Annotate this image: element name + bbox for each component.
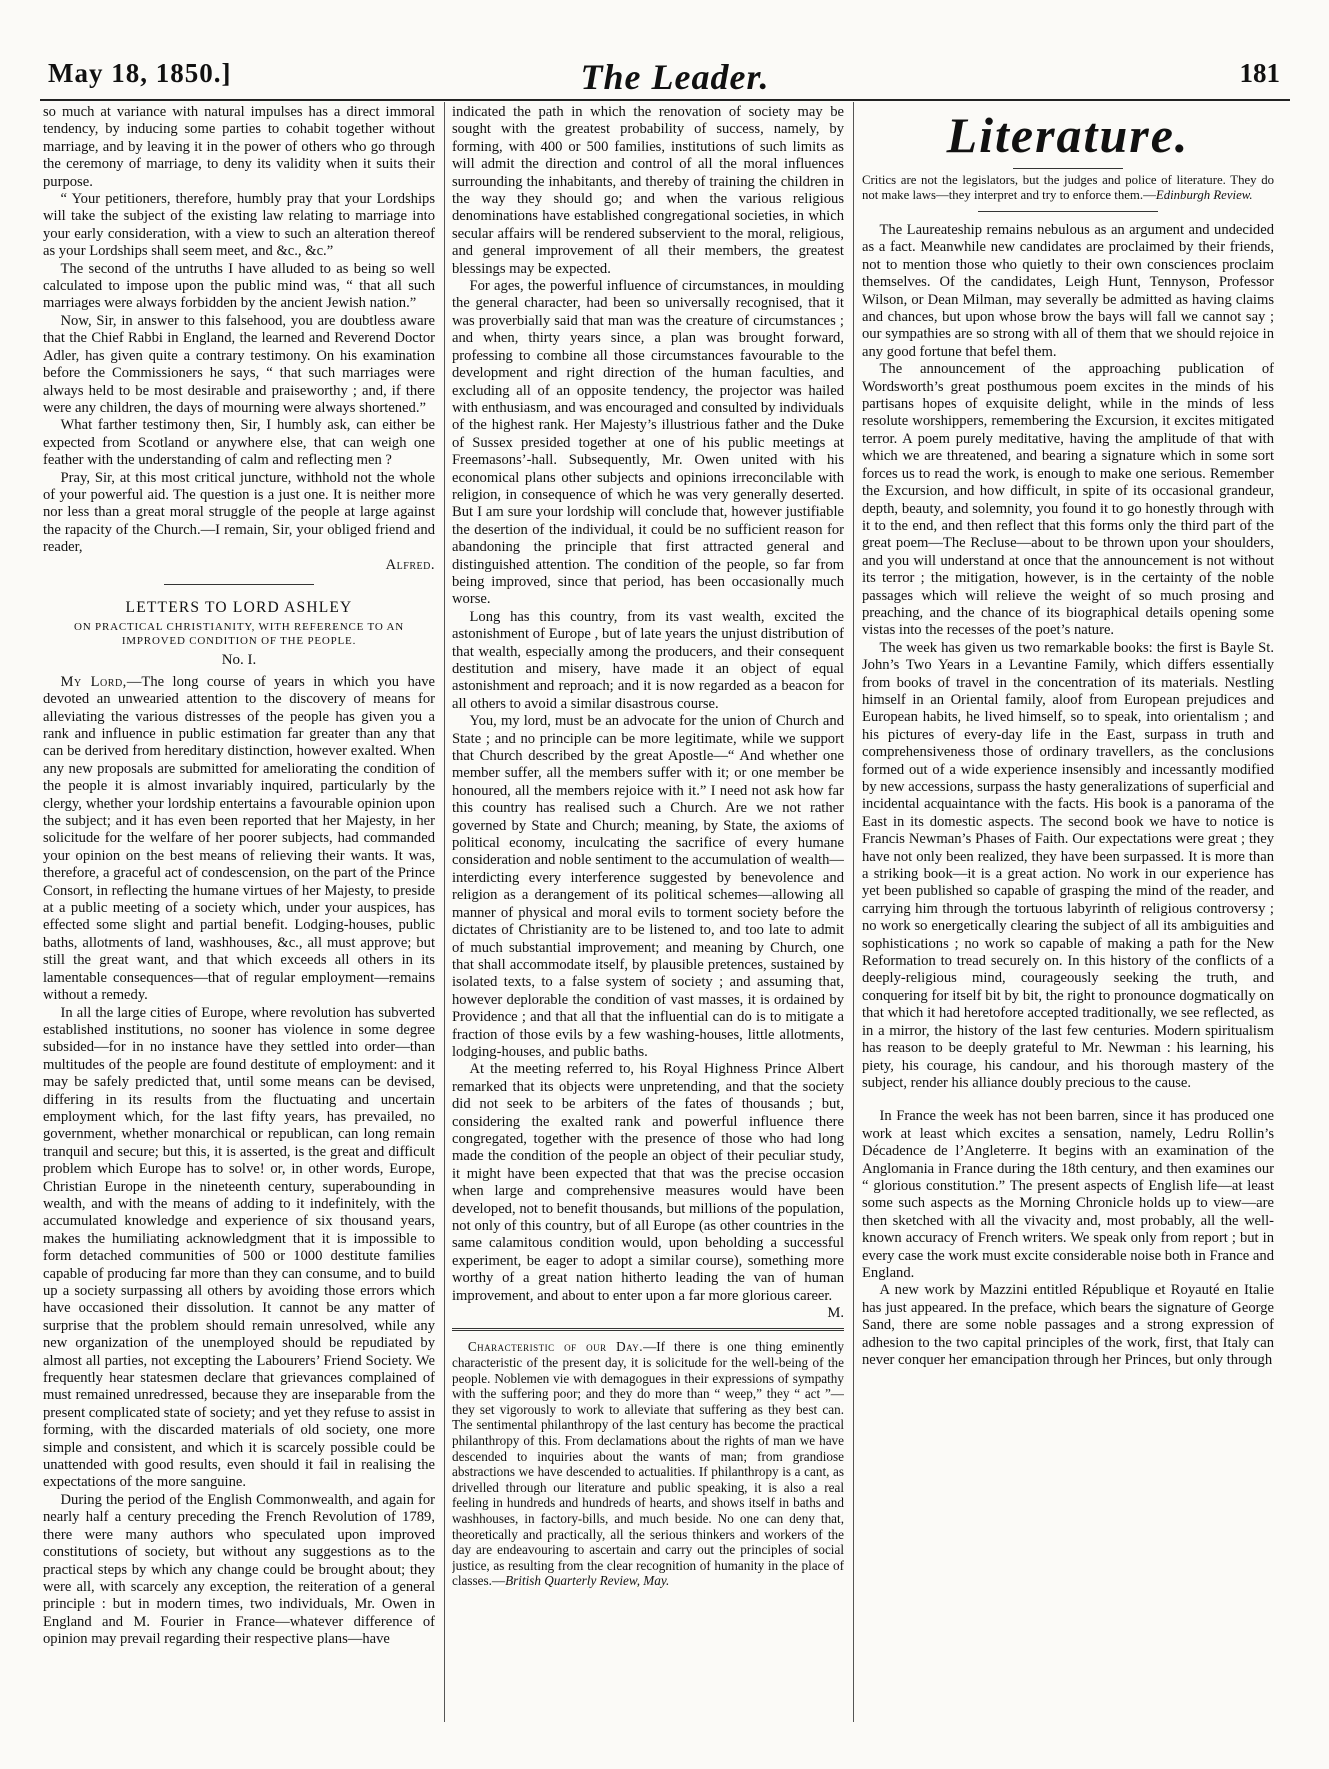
masthead-title: The Leader. (580, 57, 770, 97)
paragraph: In France the week has not been barren, since it has produced one work at least which excites a sensation, namely, Ledru Rollin’s Décadence de l’Angleterre. It begins with an examination of the Anglomania in France during the 18th century, and then examines our “ glorious constitution.” The present aspects of English life—at least some such aspects as the Morning Chronicle holds up to view—are then sketched with all the vivacity and, most probably, all the well-known accuracy of French writers. We speak only from report ; but in every case the work must excite considerable noise both in France and England. (862, 1108, 1274, 1281)
paragraph: The announcement of the approaching publication of Wordsworth’s great posthumous poem excites in the minds of his partisans hopes of exquisite delight, while in the minds of less resolute worshippers, remembering the Excursion, it excites mitigated terror. A poem purely meditative, having the amplitude of that with which we are threatened, and bearing a signature which in some sort forces us to read the work, is enough to make one serious. Remember the Excursion, and how difficult, in spite of its occasional grandeur, depth, beauty, and solemnity, you found it to go honestly through with it to the end, and then reflect that this forms only the third part of the great poem—The Recluse—about to be thrown upon your shoulders, and you will understand at once that the announcement is not without its terror ; the mitigation, however, is in the certainty of the noble passages which will relieve the weight of so much prosing and preaching, and the chance of its biographical details opening some vistas into the recesses of the poet’s nature. (862, 361, 1274, 639)
motto-source: Edinburgh Review. (1155, 188, 1253, 202)
column-divider-1 (444, 102, 445, 1722)
spacer (862, 1092, 1274, 1108)
column-2 (452, 104, 844, 1719)
article-signature: M. (827, 1305, 844, 1322)
paragraph: During the period of the English Commonwealth, and again for nearly half a century preceding the French Revolution of 1789, there were many authors who speculated upon improved constitutions of society, but without any suggestions as to the practical steps by which any change could be brought about; they were all, with scarcely any exception, the reiteration of a general principle : but in modern times, two individuals, Mr. Owen in England and M. Fourier in France—whatever difference of opinion may prevail regarding their respective plans—have (43, 1491, 435, 1648)
paragraph: Pray, Sir, at this most critical juncture, withhold not the whole of your powerful aid. The question is a just one. It is neither more nor less than a great moral struggle of the people at large against the rapacity of the Church.—I remain, Sir, your obliged friend and reader, (43, 469, 435, 556)
double-rule (452, 1328, 844, 1331)
page-header (40, 56, 1290, 100)
salutation: My Lord, (60, 673, 127, 690)
article-number: No. I. (221, 652, 257, 669)
issue-date: May 18, 1850.] (48, 58, 232, 88)
column-1 (43, 104, 435, 1719)
header-rule (40, 99, 1290, 101)
paragraph: indicated the path in which the renovation of society may be sought with the greatest probability of success, namely, by forming, with 400 or 500 families, institutions of such limits as will admit the direction and control of all the moral influences surrounding the inhabitants, and thereby of training the children in the way they should go; and when the various religious denominations have established congregational societies, in which secular affairs will be rendered subservient to the moral, religious, and general improvement of all their members, the greatest blessings may be expected. (452, 104, 844, 277)
paragraph: What farther testimony then, Sir, I humbly ask, can either be expected from Scotland or anywhere else, that can weigh one feather with the understanding of calm and reflecting men ? (43, 417, 435, 469)
separator (164, 584, 314, 585)
article-subtitle: ON PRACTICAL CHRISTIANITY, WITH REFERENCE TO AN IMPROVED CONDITION OF THE PEOPLE. (73, 621, 405, 648)
paragraph: so much at variance with natural impulses has a direct immoral tendency, by inducing some parties to cohabit together without marriage, and by leaving it in the power of others who go through the ceremony of marriage, to deny its validity when it suits their purpose. (43, 104, 435, 190)
separator (1013, 168, 1123, 169)
column-3 (862, 104, 1274, 1719)
paragraph: The second of the untruths I have alluded to as being so well calculated to impose upon the public mind was, “ that all such marriages were always forbidden by the ancient Jewish nation.” (43, 260, 435, 312)
paragraph: In all the large cities of Europe, where revolution has subverted established institutions, no sooner has violence in some degree subsided—for in no instance have they settled into order—than multitudes of the people are found destitute of employment: and it may be safely predicted that, until some means can be devised, differing in its results from the fluctuating and uncertain employment which, for the last fifty years, has prevailed, no government, whether monarchical or republican, can long remain tranquil and secure; but this, it is asserted, is the great and difficult problem which Europe has to solve! or, in other words, Europe, Christian Europe in the nineteenth century, superabounding in wealth, and with the means of adding to it indefinitely, with the accumulated knowledge and experience of six thousand years, makes the humiliating acknowledgment that it is impossible to form detached communities of 500 or 1000 destitute families capable of producing far more than they can consume, and to build up a society surpassing all others by avoiding those errors which have occasioned their dissolution. It cannot be any matter of surprise that the problem should remain unresolved, while any new organization of the unemployed should be repudiated by almost all parties, not excepting the Labourers’ Friend Society. We frequently hear statesmen declare that grievances complained of must remained unredressed, because they are inseparable from the present complicated state of society; and yet they refuse to assist in forming, with the discarded materials of old society, one more simple and consistent, and which it is scarcely possible could be unattended with good results, even should it fail in realising the expectations of the more sanguine. (43, 1004, 435, 1491)
paragraph-text: —If there is one thing eminently characteristic of the present day, it is solicitude for the well-being of the people. Noblemen vie with demagogues in their expressions of sympathy with the suffering poor; and they do more than “ weep,” they “ act ”—they set vigorously to work to alleviate that suffering as they best can. The sentimental philanthropy of the last century has become the practical philanthropy of this. From declamations about the rights of man we have descended to inquiries about the wants of man; from grandiose abstractions we have descended to actualities. If philanthropy is a cant, as drivelled through our literature and public speaking, it is also a real feeling in hundreds and hundreds of hearts, and shows itself in baths and washhouses, in factory-bills, and much beside. No one can deny that, theoretically and practically, all the serious thinkers and workers of the day are endeavouring to ascertain and carry out the principles of social justice, as resulting from the clear recognition of humanity in the place of classes.— (452, 1339, 844, 1589)
paragraph-text: —The long course of years in which you have devoted an unwearied attention to the discovery of means for alleviating the various distresses of the people has given you a rank and influence in public estimation far greater than any that can be derived from hereditary distinction, however exalted. When any new proposals are submitted for ameliorating the condition of the people it is almost invariably inquired, particularly by the clergy, whether your lordship entertains a favourable opinion upon the subject; and it has even been reported that her Majesty, in her solicitude for the welfare of her poorer subjects, had commanded your opinion on the best means of relieving their wants. It was, therefore, a graceful act of condescension, on the part of the Prince Consort, in reflecting the humane virtues of her Majesty, to preside at a public meeting of a society which, under your auspices, has effected some slight and partial benefit. Lodging-houses, public baths, allotments of land, washhouses, &c., all must approve; but still the great want, and that which exceeds all others in its lamentable consequences—that of regular employment—remains without a remedy. (43, 673, 435, 1004)
article-title: LETTERS TO LORD ASHLEY (125, 598, 353, 616)
column-divider-2 (853, 102, 854, 1722)
paragraph (43, 674, 435, 1005)
paragraph (452, 1339, 844, 1589)
source-citation: British Quarterly Review, May. (505, 1573, 670, 1589)
paragraph: “ Your petitioners, therefore, humbly pray that your Lordships will take the subject of the existing law relating to marriage into your early consideration, with a view to such an alteration thereof as your Lordships shall seem meet, and &c., &c.” (43, 191, 435, 260)
section-motto (862, 173, 1274, 203)
paragraph: You, my lord, must be an advocate for the union of Church and State ; and no principle can be more legitimate, while we support that Church described by the great Apostle—“ And whether one member suffer, all the members suffer with it; or one member be honoured, all the members rejoice with it.” I need not ask how far this country has realised such a Church. Are we not rather governed by State and Church; meaning, by State, the axioms of political economy, inculcating the sacrifice of every humane consideration and noble sentiment to the accumulation of wealth—interdicting every interference suggested by benevolence and religion as a derangement of its political schemes—allowing all manner of physical and moral evils to torment society before the dictates of Christianity are to be listened to, and too late to admit of much substantial improvement; and meaning by Church, one that shall accommodate itself, by plausible pretences, sustained by isolated texts, to a false system of society ; and assuming that, however deplorable the condition of vast masses, it is ordained by Providence ; and that all that the influential can do is to mitigate a fraction of those evils by a few washing-houses, little allotments, lodging-houses, and public baths. (452, 713, 844, 1060)
separator (978, 211, 1158, 212)
motto-text: Critics are not the legislators, but the judges and police of literature. They do not make laws—they interpret and try to enforce them.— (862, 173, 1274, 202)
paragraph: A new work by Mazzini entitled République et Royauté en Italie has just appeared. In the preface, which bears the signature of George Sand, there are some noble passages and a strong expression of adhesion to the two capital principles of the work, first, that Italy can never conquer her emancipation through her Princes, but only through (862, 1282, 1274, 1368)
letter-signature: Alfred. (385, 556, 435, 573)
paragraph: Long has this country, from its vast wealth, excited the astonishment of Europe , but of late years the unjust distribution of that wealth, especially among the producers, and their consequent destitution and misery, have made it an object of equal astonishment and reproach; and it is now regarded as a beacon for all others to avoid a similar disastrous course. (452, 608, 844, 712)
section-heading: Literature. (946, 107, 1190, 163)
paragraph: Now, Sir, in answer to this falsehood, you are doubtless aware that the Chief Rabbi in England, the learned and Reverend Doctor Adler, has given quite a contrary testimony. On his examination before the Commissioners he says, “ that such marriages were always held to be most desirable and praiseworthy ; and, if there were any children, the days of mourning were always shortened.” (43, 312, 435, 416)
page-number: 181 (1239, 58, 1280, 88)
paragraph: The week has given us two remarkable books: the first is Bayle St. John’s Two Years in a Levantine Family, which differs essentially from books of travel in the concentration of its materials. Nestling himself in an Oriental family, aloof from European prejudices and European habits, he lived himself, so to speak, into orientalism ; and his pictures of every-day life in the East, surpass in truth and comprehensiveness those of ordinary travellers, as the conclusions formed out of a wide experience insensibly and incessantly modified by new accessions, surpass the hasty generalizations of superficial and incidental acquaintance with the facts. His book is a panorama of the East in its domestic aspects. The second book we have to notice is Francis Newman’s Phases of Faith. Our expectations were great ; they have not only been realized, they have been surpassed. It is more than a striking book—it is a great action. No work in our experience has yet been published so capable of grasping the mind of the reader, and carrying him through the tortuous labyrinth of religious controversy ; no work so energetically clearing the subject of all its ambiguities and sophistications ; no work so capable of making a path for the New Reformation to tread securely on. In this history of the conflicts of a deeply-religious mind, courageously seeking the truth, and conquering for itself bit by bit, the right to pronounce dogmatically on that which it had heretofore accepted traditionally, we see reflected, as in a mirror, the history of the last few centuries. Modern spiritualism has reason to be deeply grateful to Mr. Newman : his learning, his piety, his courage, his candour, and his thorough mastery of the subject, render his alliance doubly precious to the cause. (862, 639, 1274, 1091)
paragraph: The Laureateship remains nebulous as an argument and undecided as a fact. Meanwhile new candidates are proclaimed by their friends, not to mention those who quietly to their own consciences proclaim themselves. Of the candidates, Leigh Hunt, Tennyson, Professor Wilson, or Dean Milman, may severally be admitted as having claims and chances, but upon whose brow the bays will fall we cannot say ; our sympathies are so strong with all of them that we should rejoice in any good fortune that befel them. (862, 222, 1274, 360)
section-label: Characteristic of our Day. (467, 1339, 644, 1355)
paragraph: At the meeting referred to, his Royal Highness Prince Albert remarked that its objects were unpretending, and that the society did not seek to be arbiters of the fates of thousands ; but, considering the exalted rank and powerful influence there congregated, together with the presence of those who had long made the condition of the people an object of their peculiar study, it might have been expected that that was the precise occasion when large and comprehensive measures would have been developed, not to benefit thousands, but millions of the population, not only of this country, but of all Europe (as other countries in the same calamitous condition would, upon beholding a successful experiment, be eager to adopt a similar course), something more worthy of a great nation hitherto leading the van of human improvement, and about to enter upon a far more glorious career. (452, 1061, 844, 1304)
paragraph: For ages, the powerful influence of circumstances, in moulding the general character, had been so universally recognised, that it was proverbially said that man was the creature of circumstances ; and when, thirty years since, a plan was brought forward, professing to combine all those circumstances favourable to the development and right direction of the human faculties, and excluding all of an opposite tendency, the projector was hailed with enthusiasm, and was encouraged and consulted by individuals of the highest rank. Her Majesty’s illustrious father and the Duke of Sussex presided together at one of his public meetings at Freemasons’-hall. Subsequently, Mr. Owen united with his economical plans other subjects and opinions irreconcilable with religion, in consequence of which he was very generally deserted. But I am sure your lordship will conclude that, however justifiable the desertion of the individual, it could be no sufficient reason for abandoning the principle that first attracted general and distinguished attention. The condition of the people, so far from being improved, since that period, has been occasionally much worse. (452, 278, 844, 608)
